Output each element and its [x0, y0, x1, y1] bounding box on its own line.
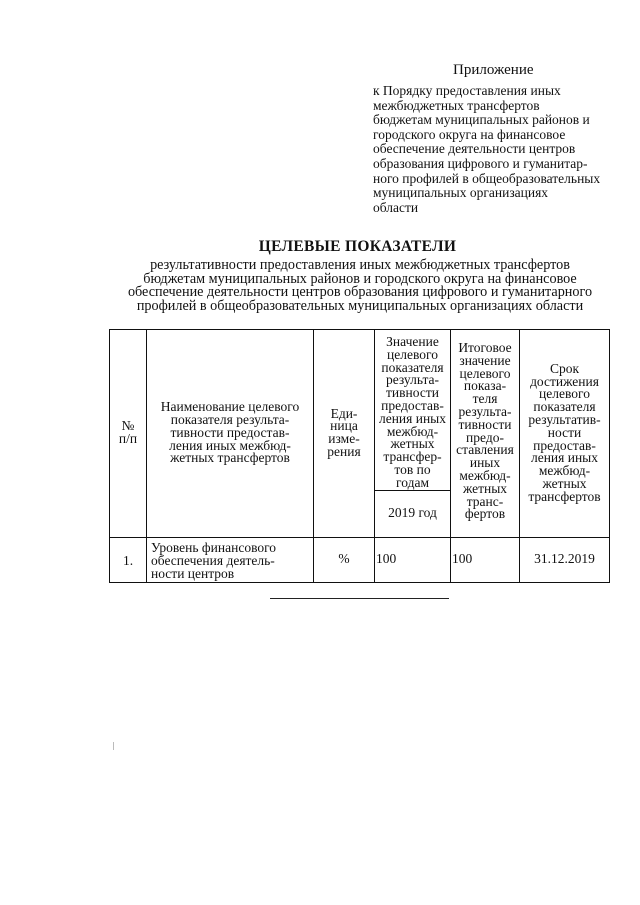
appendix-reference — [373, 84, 600, 215]
table-header-row — [110, 330, 610, 491]
cell-deadline: 31.12.2019 — [520, 537, 610, 582]
header-value-line: Значение — [386, 334, 439, 349]
document-heading: ЦЕЛЕВЫЕ ПОКАЗАТЕЛИ — [258, 238, 457, 255]
header-final-line: иных — [469, 455, 501, 471]
subheading-line: обеспечение деятельности центров образования цифрового и гуманитарного — [127, 284, 593, 301]
appendix-line: бюджетам муниципальных районов и — [373, 112, 590, 128]
appendix-title: Приложение — [453, 62, 534, 78]
header-deadline-line: Срок — [549, 360, 580, 376]
header-value-line: тов по — [394, 461, 431, 477]
header-target-value — [375, 330, 451, 491]
header-value-line: предостав- — [381, 397, 444, 413]
header-number-line: № — [121, 418, 135, 434]
scan-artifact — [113, 742, 114, 750]
footer-rule — [270, 598, 449, 599]
header-deadline-line: достижения — [530, 373, 599, 389]
header-final-line: жетных — [462, 480, 508, 496]
header-value-line: результа- — [385, 372, 440, 388]
header-value-line: целевого — [387, 346, 438, 362]
appendix-line: образования цифрового и гуманитар- — [373, 155, 588, 171]
subheading-line: результативности предоставления иных межбюджетных трансфертов — [150, 257, 570, 273]
table-row — [110, 537, 610, 582]
header-name-line: тивности предостав- — [170, 424, 290, 440]
header-indicator-name — [147, 330, 314, 538]
document-subheading — [110, 259, 610, 314]
appendix-line: муниципальных организациях — [373, 185, 549, 201]
header-unit-line: изме- — [328, 431, 360, 447]
appendix-line: области — [373, 199, 419, 215]
header-value-line: жетных — [390, 436, 435, 452]
header-value-line: трансфер- — [383, 449, 442, 465]
header-name-line: Наименование целевого — [160, 399, 300, 415]
header-unit-line: Еди- — [330, 405, 358, 421]
cell-unit: % — [314, 537, 375, 582]
header-unit — [314, 330, 375, 538]
header-value-line: ления иных — [378, 410, 447, 426]
cell-final-value: 100 — [451, 537, 520, 582]
header-final-line: тивности — [458, 416, 512, 432]
header-unit-line: рения — [327, 444, 361, 460]
header-deadline-line: целевого — [539, 386, 590, 402]
cell-value-2019: 100 — [375, 537, 451, 582]
header-deadline-line: показателя — [533, 399, 596, 415]
header-name-line: показателя результа- — [170, 412, 290, 428]
appendix-line: обеспечение деятельности центров — [373, 141, 576, 157]
header-final-line: Итоговое — [458, 340, 512, 355]
header-year-2019: 2019 год — [375, 490, 451, 537]
header-value-line: тивности — [386, 385, 439, 401]
header-deadline — [520, 330, 610, 538]
header-deadline-line: результатив- — [528, 412, 601, 428]
header-value-line: межбюд- — [386, 423, 439, 439]
header-deadline-line: предостав- — [533, 437, 596, 453]
appendix-line: межбюджетных трансфертов — [373, 97, 540, 113]
cell-name-line: обеспечения деятель- — [151, 553, 275, 569]
subheading-line: бюджетам муниципальных районов и городского округа на финансовое — [143, 270, 577, 287]
cell-name-line: ности центров — [151, 565, 235, 581]
header-final-line: предо- — [466, 429, 504, 445]
header-final-line: ставления — [456, 442, 514, 458]
header-deadline-line: ности — [547, 424, 582, 440]
header-final-line: транс- — [466, 493, 504, 509]
header-deadline-line: межбюд- — [538, 463, 591, 479]
header-name-line: жетных трансфертов — [170, 450, 290, 466]
header-number-line: п/п — [118, 431, 138, 447]
cell-number: 1. — [110, 537, 147, 582]
header-unit-line: ница — [330, 418, 358, 434]
header-deadline-line: ления иных — [530, 450, 599, 466]
header-deadline-line: трансфертов — [528, 488, 601, 504]
header-final-line: фертов — [464, 506, 506, 522]
appendix-line: ного профилей в общеобразовательных — [373, 170, 601, 186]
header-deadline-line: жетных — [542, 476, 587, 492]
header-value-line: годам — [396, 474, 429, 490]
appendix-line: городского округа на финансовое — [373, 126, 566, 142]
cell-indicator-name — [147, 537, 314, 582]
header-name-line: ления иных межбюд- — [169, 437, 291, 453]
header-final-line: результа- — [458, 403, 512, 419]
cell-name-line: Уровень финансового — [151, 540, 277, 556]
header-final-line: межбюд- — [459, 467, 511, 483]
header-number — [110, 330, 147, 538]
header-final-line: теля — [472, 391, 498, 407]
indicators-table — [109, 329, 610, 583]
header-final-line: значение — [459, 352, 511, 368]
header-value-line: показателя — [381, 359, 444, 375]
header-final-value — [451, 330, 520, 538]
header-final-line: целевого — [459, 365, 511, 381]
subheading-line: профилей в общеобразовательных муниципальных организациях области — [136, 298, 584, 315]
header-final-line: показа- — [463, 378, 507, 394]
appendix-line: к Порядку предоставления иных — [373, 83, 561, 98]
